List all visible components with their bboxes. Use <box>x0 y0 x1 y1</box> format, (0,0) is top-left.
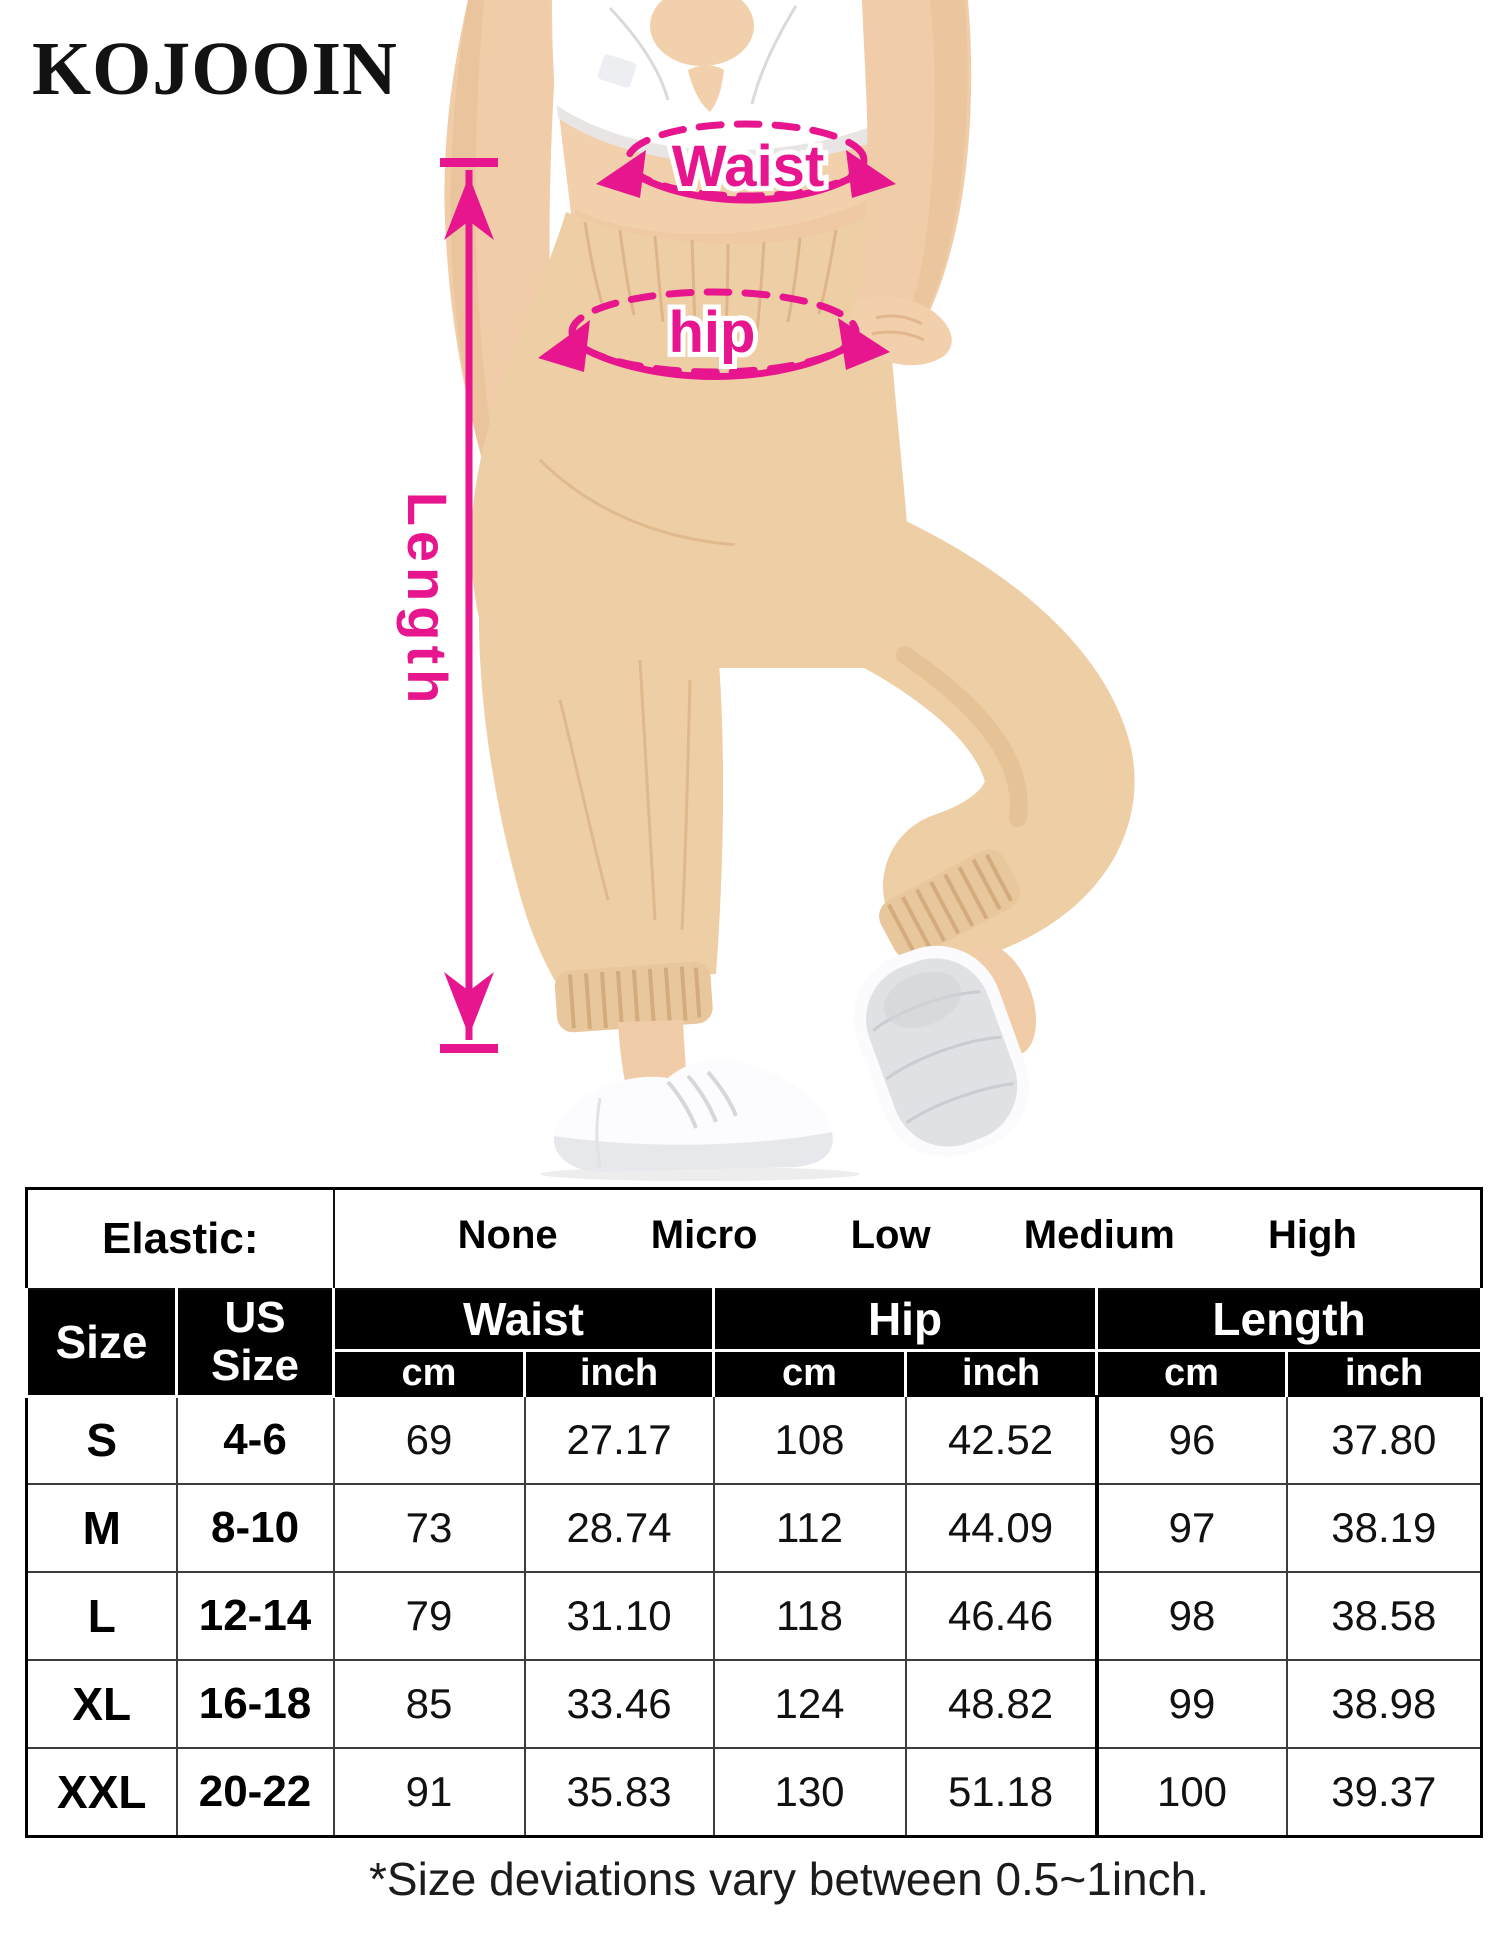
hip-cm-cell: 108 <box>714 1396 906 1484</box>
waist-cm-cell: 69 <box>334 1396 525 1484</box>
waist-inch-cell: 27.17 <box>525 1396 714 1484</box>
us-size-cell: 20-22 <box>177 1748 334 1836</box>
us-size-cell: 12-14 <box>177 1572 334 1660</box>
hip-label: hip <box>668 300 756 365</box>
table-row-s <box>27 1396 1482 1484</box>
size-deviation-footnote: *Size deviations vary between 0.5~1inch. <box>368 1853 1210 1905</box>
unit-header: inch <box>525 1351 714 1397</box>
table-row-m <box>27 1484 1482 1572</box>
length-cm-cell: 99 <box>1097 1660 1287 1748</box>
size-cell: XXL <box>27 1748 177 1836</box>
elastic-option: Medium <box>1023 1212 1175 1257</box>
length-cm-cell: 96 <box>1097 1396 1287 1484</box>
waist-cm-cell: 85 <box>334 1660 525 1748</box>
table-header-row-groups <box>27 1289 1482 1351</box>
length-inch-cell: 38.98 <box>1287 1660 1482 1748</box>
length-inch-cell: 38.19 <box>1287 1484 1482 1572</box>
length-cm-cell: 97 <box>1097 1484 1287 1572</box>
hip-cm-cell: 112 <box>714 1484 906 1572</box>
waist-group-header: Waist <box>334 1289 714 1351</box>
unit-header: inch <box>906 1351 1097 1397</box>
size-cell: M <box>27 1484 177 1572</box>
unit-header: inch <box>1287 1351 1482 1397</box>
hip-cm-cell: 118 <box>714 1572 906 1660</box>
waist-cm-cell: 73 <box>334 1484 525 1572</box>
elastic-label: Elastic: <box>27 1189 334 1289</box>
waist-inch-cell: 35.83 <box>525 1748 714 1836</box>
length-inch-cell: 39.37 <box>1287 1748 1482 1836</box>
waist-inch-cell: 28.74 <box>525 1484 714 1572</box>
length-inch-cell: 37.80 <box>1287 1396 1482 1484</box>
unit-header: cm <box>1097 1351 1287 1397</box>
length-inch-cell: 38.58 <box>1287 1572 1482 1660</box>
size-cell: XL <box>27 1660 177 1748</box>
size-chart-table <box>25 1187 1483 1838</box>
elastic-option: Low <box>850 1212 931 1257</box>
size-column-header: Size <box>27 1289 177 1397</box>
table-row-xxl <box>27 1748 1482 1836</box>
elastic-options-cell <box>334 1189 1482 1289</box>
size-cell: S <box>27 1396 177 1484</box>
unit-header: cm <box>714 1351 906 1397</box>
unit-header: cm <box>334 1351 525 1397</box>
us-size-column-header: US Size <box>177 1289 334 1397</box>
hip-cm-cell: 130 <box>714 1748 906 1836</box>
elastic-option: None <box>457 1212 558 1257</box>
hip-inch-cell: 44.09 <box>906 1484 1097 1572</box>
table-row-l <box>27 1572 1482 1660</box>
waist-label: Waist <box>671 134 825 199</box>
table-row-xl <box>27 1660 1482 1748</box>
us-size-cell: 8-10 <box>177 1484 334 1572</box>
us-size-cell: 16-18 <box>177 1660 334 1748</box>
hip-inch-cell: 42.52 <box>906 1396 1097 1484</box>
waist-inch-cell: 31.10 <box>525 1572 714 1660</box>
waist-cm-cell: 79 <box>334 1572 525 1660</box>
length-label: Length <box>396 491 459 709</box>
us-size-cell: 4-6 <box>177 1396 334 1484</box>
size-cell: L <box>27 1572 177 1660</box>
waist-inch-cell: 33.46 <box>525 1660 714 1748</box>
length-cm-cell: 100 <box>1097 1748 1287 1836</box>
hip-inch-cell: 48.82 <box>906 1660 1097 1748</box>
hip-inch-cell: 51.18 <box>906 1748 1097 1836</box>
elastic-row <box>27 1189 1482 1289</box>
hip-cm-cell: 124 <box>714 1660 906 1748</box>
elastic-option: High <box>1268 1212 1357 1257</box>
length-cm-cell: 98 <box>1097 1572 1287 1660</box>
hip-inch-cell: 46.46 <box>906 1572 1097 1660</box>
length-group-header: Length <box>1097 1289 1482 1351</box>
brand-logo: KOJOOIN <box>32 27 398 111</box>
hip-group-header: Hip <box>714 1289 1097 1351</box>
elastic-option: Micro <box>650 1212 758 1257</box>
waist-cm-cell: 91 <box>334 1748 525 1836</box>
